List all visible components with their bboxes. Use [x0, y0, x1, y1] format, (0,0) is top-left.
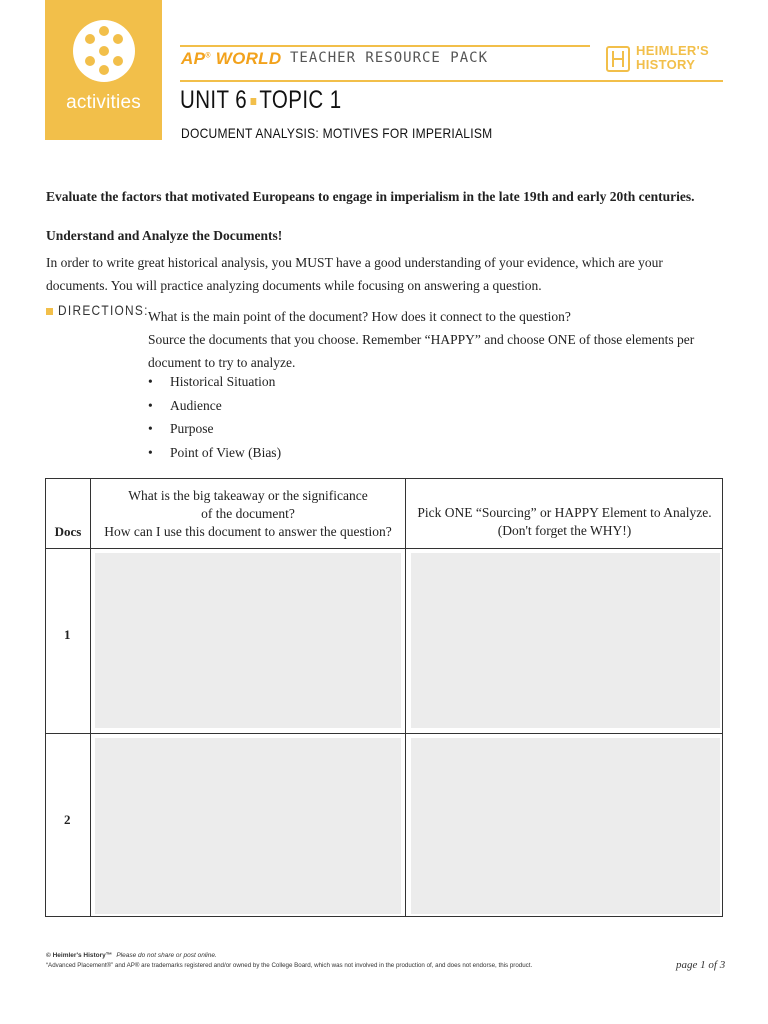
sourcing-answer-field-1[interactable] — [411, 553, 720, 728]
column-header-takeaway: What is the big takeaway or the significance of the document? How can I use this document to answer the question? — [104, 488, 392, 539]
directions-line-1: What is the main point of the document? How does it connect to the question? — [148, 309, 571, 324]
table-divider — [46, 548, 722, 549]
directions-source: Source the documents that you choose. Remember “HAPPY” and choose ONE of those elements per document to try to analyze. — [148, 332, 695, 370]
page-number: page 1 of 3 — [676, 959, 726, 971]
table-divider — [405, 479, 406, 916]
essay-prompt: Evaluate the factors that motivated Europeans to engage in imperialism in the late 19th and early 20th centuries. — [46, 189, 695, 204]
ap-world-label: AP® WORLD — [181, 49, 282, 68]
list-item: • Purpose — [148, 421, 281, 445]
doc-number-2: 2 — [64, 812, 71, 827]
list-item: • Audience — [148, 398, 281, 422]
logo-text: HEIMLER'S HISTORY — [636, 43, 709, 72]
page-title: UNIT 6 TOPIC 1 — [180, 86, 342, 114]
header-divider-bottom — [180, 80, 723, 82]
intro-paragraph: In order to write great historical analysis, you MUST have a good understanding of your evidence, which are your documents. You will practice analyzing documents while focusing on answering a question. — [46, 255, 663, 293]
directions-marker — [46, 308, 53, 315]
column-header-docs: Docs — [54, 524, 82, 539]
activities-dots-icon — [73, 20, 135, 82]
analysis-table — [45, 478, 723, 917]
list-item: • Point of View (Bias) — [148, 445, 281, 469]
table-divider — [46, 733, 722, 734]
directions-label: DIRECTIONS: — [58, 302, 149, 318]
takeaway-answer-field-1[interactable] — [95, 553, 401, 728]
doc-number-1: 1 — [64, 627, 71, 642]
list-item: • Historical Situation — [148, 374, 281, 398]
sourcing-answer-field-2[interactable] — [411, 738, 720, 914]
column-header-sourcing: Pick ONE “Sourcing” or HAPPY Element to Analyze. (Don't forget the WHY!) — [417, 505, 712, 538]
logo-mark-icon — [606, 46, 630, 72]
table-divider — [90, 479, 91, 916]
happy-elements-list — [148, 374, 281, 468]
heimlers-history-logo — [606, 44, 724, 76]
footer-trademark: “Advanced Placement®” and AP® are trademarks registered and/or owned by the College Board, which was not involved in the production of, and does not endorse, this product. — [46, 962, 533, 969]
resource-pack-label: TEACHER RESOURCE PACK — [290, 50, 489, 66]
takeaway-answer-field-2[interactable] — [95, 738, 401, 914]
page-subtitle: DOCUMENT ANALYSIS: MOTIVES FOR IMPERIALISM — [181, 125, 493, 141]
activities-badge — [45, 0, 162, 140]
title-separator-square — [250, 98, 256, 105]
footer-copyright: © Heimler's History™ Please do not share or post online. — [46, 952, 217, 959]
section-heading: Understand and Analyze the Documents! — [46, 228, 283, 243]
header-divider-top — [180, 45, 590, 47]
badge-label: activities — [66, 92, 141, 113]
